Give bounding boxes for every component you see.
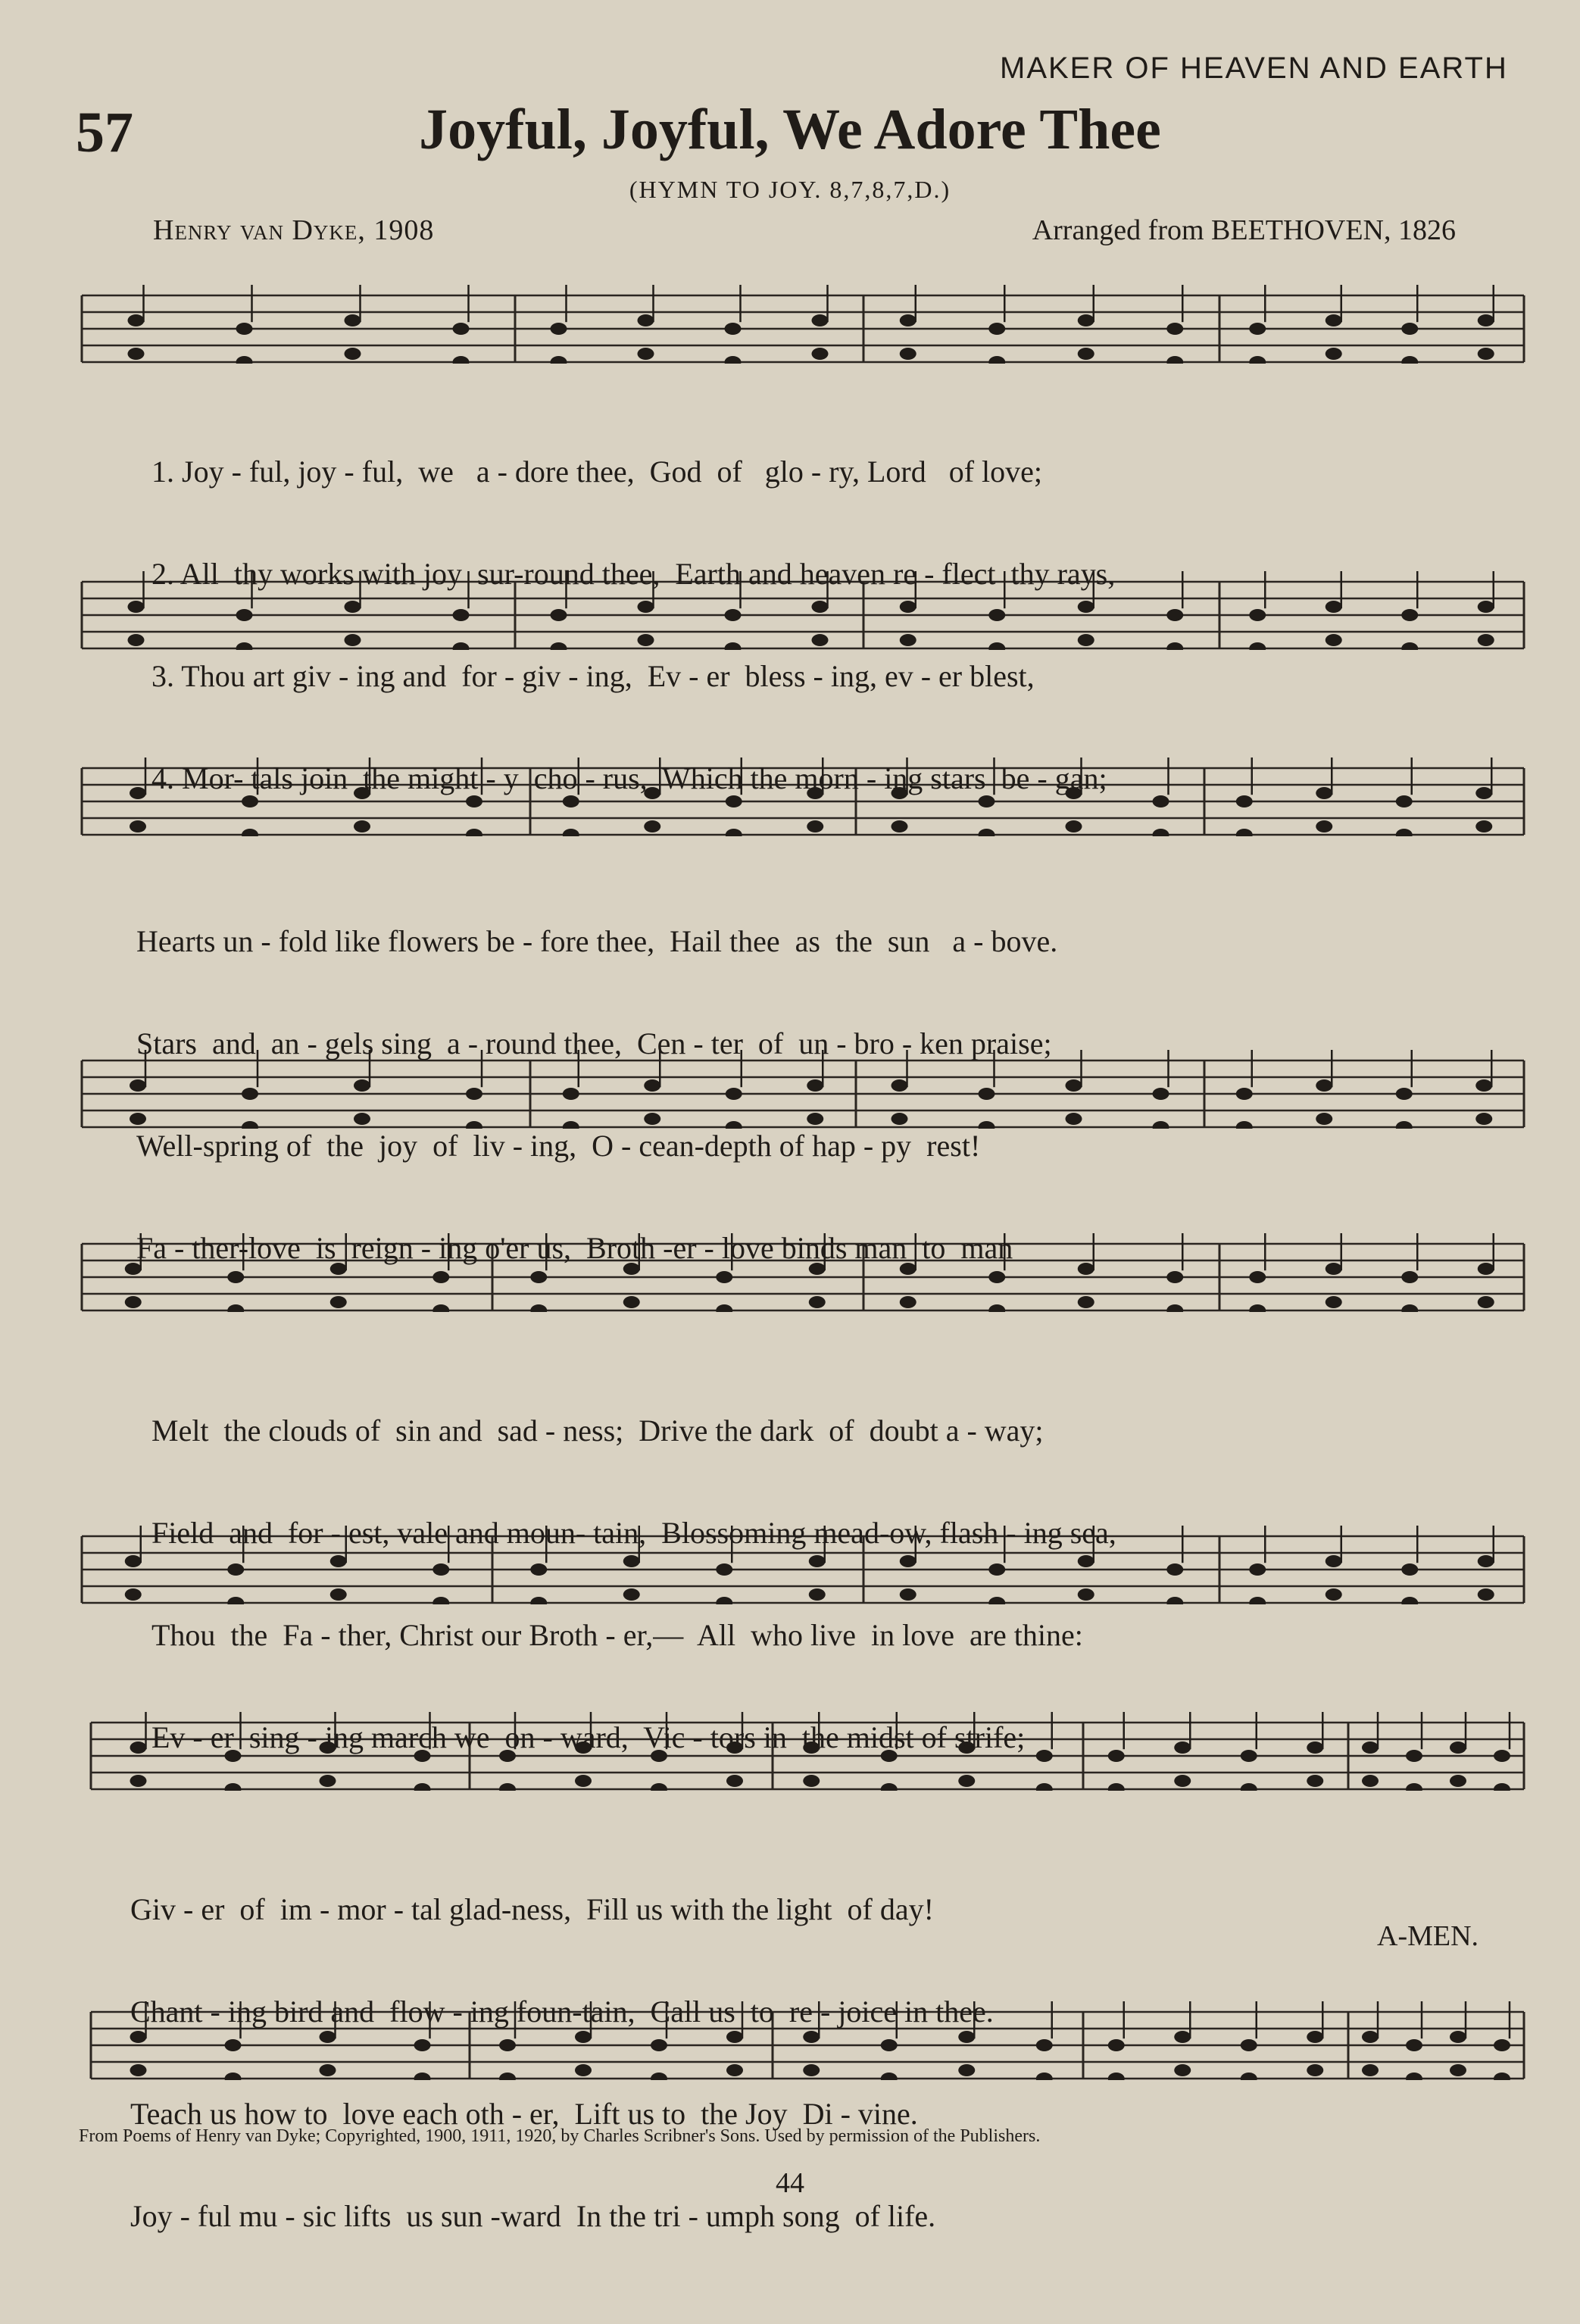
note-head xyxy=(345,314,361,326)
note-head xyxy=(466,829,482,836)
note-head xyxy=(1401,356,1418,364)
note-head xyxy=(979,829,995,836)
note-head xyxy=(453,323,470,335)
note-head xyxy=(1401,642,1418,650)
note-head xyxy=(1249,1271,1266,1283)
note-head xyxy=(1236,1088,1253,1100)
note-head xyxy=(1166,642,1183,650)
note-head xyxy=(1249,1563,1266,1576)
note-head xyxy=(1401,1271,1418,1283)
note-head xyxy=(1236,829,1253,836)
note-head xyxy=(1166,356,1183,364)
note-head xyxy=(1362,1741,1379,1754)
note-head xyxy=(1494,2039,1510,2051)
note-head xyxy=(726,829,742,836)
note-head xyxy=(1316,1113,1332,1125)
verse-line: Teach us how to love each oth - er, Lift us to the Joy Di - vine. xyxy=(130,2097,918,2131)
note-head xyxy=(1166,323,1183,335)
note-head xyxy=(1326,1296,1342,1308)
note-head xyxy=(242,829,258,836)
lyrics-system-1 xyxy=(151,386,1115,829)
verse-line: Ev - er sing - ing march we on - ward, Vic - tors in the midst of strife; xyxy=(151,1720,1026,1754)
note-head xyxy=(1174,2064,1191,2076)
note-head xyxy=(1236,795,1253,807)
note-head xyxy=(128,314,145,326)
note-head xyxy=(1475,1113,1492,1125)
note-head xyxy=(1166,1563,1183,1576)
note-head xyxy=(432,1304,449,1312)
note-head xyxy=(1108,2039,1125,2051)
note-head xyxy=(1478,348,1494,360)
note-head xyxy=(1241,1750,1257,1762)
note-head xyxy=(1166,1597,1183,1604)
note-head xyxy=(988,1304,1005,1312)
verse-line: Field and for - est, vale and moun- tain, Blossoming mead-ow, flash - ing sea, xyxy=(151,1516,1116,1550)
note-head xyxy=(563,829,579,836)
note-head xyxy=(1478,314,1494,326)
tune-name: (HYMN TO JOY. 8,7,8,7,D.) xyxy=(629,176,951,203)
section-heading: MAKER OF HEAVEN AND EARTH xyxy=(1000,52,1508,85)
verse-line: Giv - er of im - mor - tal glad-ness, Fill us with the light of day! xyxy=(130,1892,934,1926)
treble-staff-1 xyxy=(0,280,1580,364)
note-head xyxy=(1241,2039,1257,2051)
note-head xyxy=(1401,1597,1418,1604)
note-head xyxy=(236,323,253,335)
note-head xyxy=(130,787,146,799)
note-head xyxy=(125,1588,142,1601)
note-head xyxy=(1036,2073,1053,2080)
note-head xyxy=(1166,1304,1183,1312)
note-head xyxy=(1326,1588,1342,1601)
note-head xyxy=(1450,1775,1466,1787)
verse-line: Joy - ful mu - sic lifts us sun -ward In the tri - umph song of life. xyxy=(130,2199,936,2233)
note-head xyxy=(1241,1783,1257,1791)
note-head xyxy=(130,820,146,832)
lyrics-system-2 xyxy=(136,856,1057,1299)
note-head xyxy=(1307,1775,1323,1787)
author-credit: Henry van Dyke, 1908 xyxy=(153,214,435,246)
note-head xyxy=(1494,2073,1510,2080)
note-head xyxy=(530,1304,547,1312)
note-head xyxy=(1066,1079,1082,1092)
note-head xyxy=(1249,1304,1266,1312)
note-head xyxy=(812,314,829,326)
note-head xyxy=(1307,2064,1323,2076)
note-head xyxy=(1362,2031,1379,2043)
note-head xyxy=(1478,634,1494,646)
note-head xyxy=(1249,323,1266,335)
note-head xyxy=(1249,642,1266,650)
note-head xyxy=(453,356,470,364)
note-head xyxy=(1396,829,1413,836)
note-head xyxy=(1174,1741,1191,1754)
note-head xyxy=(1396,1088,1413,1100)
note-head xyxy=(1406,2039,1422,2051)
note-head xyxy=(725,323,742,335)
note-head xyxy=(725,356,742,364)
note-head xyxy=(1241,2073,1257,2080)
note-head xyxy=(1166,609,1183,621)
verse-line: 2. All thy works with joy sur-round thee, Earth and heaven re - flect thy rays, xyxy=(151,557,1116,591)
note-head xyxy=(128,348,145,360)
note-head xyxy=(128,634,145,646)
note-head xyxy=(1401,609,1418,621)
note-head xyxy=(1078,314,1094,326)
hymn-number: 57 xyxy=(76,101,133,164)
note-head xyxy=(900,314,916,326)
note-head xyxy=(1078,1296,1094,1308)
page-number: 44 xyxy=(776,2167,804,2199)
note-head xyxy=(1249,609,1266,621)
note-head xyxy=(1450,2031,1466,2043)
note-head xyxy=(1478,1555,1494,1567)
arranger-credit: Arranged from BEETHOVEN, 1826 xyxy=(1032,214,1456,246)
note-head xyxy=(1108,2073,1125,2080)
note-head xyxy=(716,1304,732,1312)
note-head xyxy=(1174,1775,1191,1787)
note-head xyxy=(1316,1079,1332,1092)
note-head xyxy=(1475,787,1492,799)
note-head xyxy=(130,1775,147,1787)
note-head xyxy=(988,356,1005,364)
note-head xyxy=(1307,2031,1323,2043)
note-head xyxy=(1066,1113,1082,1125)
note-head xyxy=(1326,314,1342,326)
verse-line: Stars and an - gels sing a - round thee, Cen - ter of un - bro - ken praise; xyxy=(136,1026,1052,1060)
verse-line: Hearts un - fold like flowers be - fore thee, Hail thee as the sun a - bove. xyxy=(136,924,1058,958)
note-head xyxy=(1326,1263,1342,1275)
verse-line: 4. Mor- tals join the might - y cho - rus, Which the morn - ing stars be - gan; xyxy=(151,761,1107,795)
note-head xyxy=(1406,2073,1422,2080)
note-head xyxy=(1307,1741,1323,1754)
note-head xyxy=(128,601,145,613)
copyright-footer: From Poems of Henry van Dyke; Copyrighted, 1900, 1911, 1920, by Charles Scribner's Sons. Used by permission of the Publishers. xyxy=(79,2126,1041,2146)
note-head xyxy=(638,314,654,326)
note-head xyxy=(900,348,916,360)
note-head xyxy=(345,348,361,360)
note-head xyxy=(1316,820,1332,832)
verse-line: 3. Thou art giv - ing and for - giv - ing, Ev - er bless - ing, ev - er blest, xyxy=(151,659,1035,693)
note-head xyxy=(1326,634,1342,646)
amen-label: A-MEN. xyxy=(1377,1920,1479,1952)
note-head xyxy=(1153,829,1169,836)
hymn-title: Joyful, Joyful, We Adore Thee xyxy=(419,98,1161,161)
note-head xyxy=(1078,348,1094,360)
note-head xyxy=(1316,787,1332,799)
note-head xyxy=(988,323,1005,335)
note-head xyxy=(1362,1775,1379,1787)
note-head xyxy=(1478,1588,1494,1601)
verse-line: Thou the Fa - ther, Christ our Broth - er,— All who live in love are thine: xyxy=(151,1618,1083,1652)
note-head xyxy=(1362,2064,1379,2076)
note-head xyxy=(1249,1597,1266,1604)
note-head xyxy=(1494,1783,1510,1791)
verse-line: Melt the clouds of sin and sad - ness; Drive the dark of doubt a - way; xyxy=(151,1413,1044,1448)
note-head xyxy=(551,323,567,335)
note-head xyxy=(1478,601,1494,613)
note-head xyxy=(551,356,567,364)
note-head xyxy=(1396,1121,1413,1129)
note-head xyxy=(1326,601,1342,613)
note-head xyxy=(130,1741,147,1754)
note-head xyxy=(1450,2064,1466,2076)
lyrics-system-3 xyxy=(151,1345,1116,1788)
note-head xyxy=(1475,820,1492,832)
verse-line: 1. Joy - ful, joy - ful, we a - dore thee, God of glo - ry, Lord of love; xyxy=(151,454,1043,489)
note-head xyxy=(1036,2039,1053,2051)
note-head xyxy=(236,356,253,364)
note-head xyxy=(1406,1750,1422,1762)
lyrics-system-4 xyxy=(130,1824,994,2267)
note-head xyxy=(1153,1088,1169,1100)
note-head xyxy=(1401,1563,1418,1576)
note-head xyxy=(1153,795,1169,807)
note-head xyxy=(1478,1263,1494,1275)
verse-line: Well-spring of the joy of liv - ing, O - cean-depth of hap - py rest! xyxy=(136,1129,981,1163)
note-head xyxy=(1166,1271,1183,1283)
note-head xyxy=(1478,1296,1494,1308)
note-head xyxy=(1174,2031,1191,2043)
note-head xyxy=(812,348,829,360)
note-head xyxy=(1475,1079,1492,1092)
note-head xyxy=(1326,1555,1342,1567)
verse-line: Fa - ther-love is reign - ing o'er us, Broth -er - love binds man to man xyxy=(136,1231,1013,1265)
note-head xyxy=(1078,1263,1094,1275)
note-head xyxy=(1236,1121,1253,1129)
note-head xyxy=(1406,1783,1422,1791)
note-head xyxy=(125,1555,142,1567)
note-head xyxy=(1401,1304,1418,1312)
note-head xyxy=(638,348,654,360)
note-head xyxy=(1494,1750,1510,1762)
note-head xyxy=(1396,795,1413,807)
verse-line: Chant - ing bird and flow - ing foun-tain, Call us to re - joice in thee. xyxy=(130,1994,994,2029)
note-head xyxy=(1326,348,1342,360)
note-head xyxy=(227,1304,244,1312)
note-head xyxy=(1153,1121,1169,1129)
note-head xyxy=(1450,1741,1466,1754)
note-head xyxy=(1401,323,1418,335)
note-head xyxy=(1249,356,1266,364)
